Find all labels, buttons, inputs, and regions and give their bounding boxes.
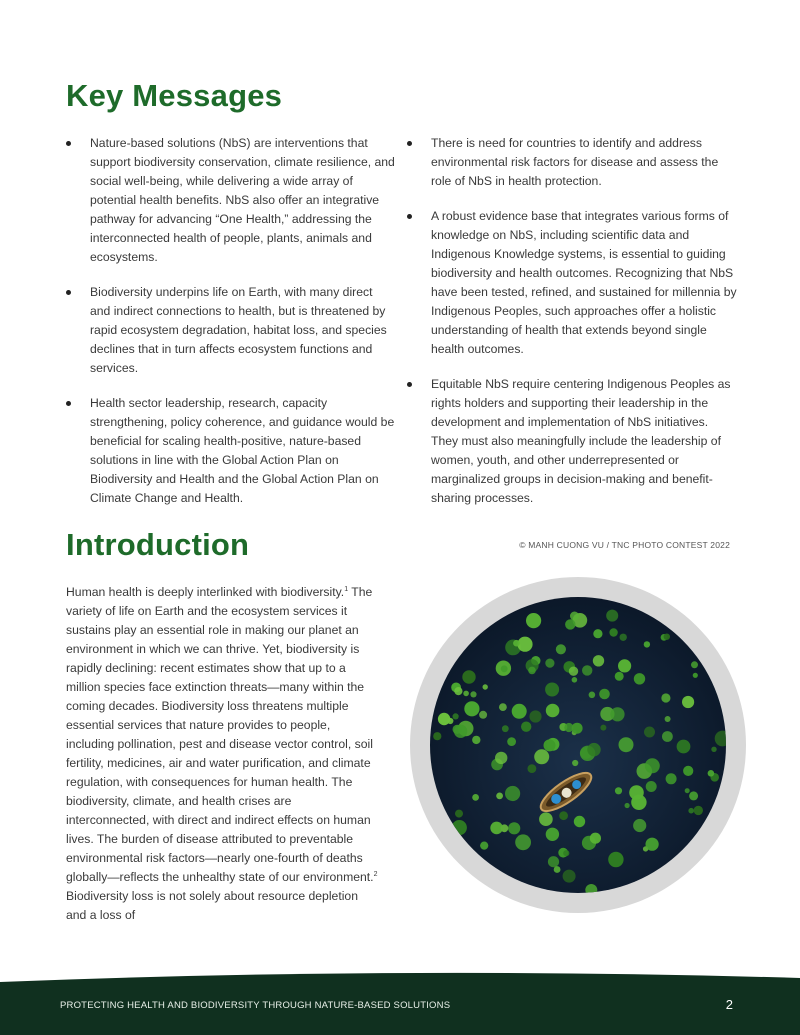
lily-pad [610, 707, 624, 721]
lily-pad [545, 683, 559, 697]
key-message-item [407, 134, 737, 191]
lily-pad [608, 852, 623, 867]
lily-pad [480, 842, 488, 850]
lily-pad [609, 628, 617, 636]
lily-pad [631, 795, 646, 810]
lily-pad [593, 655, 604, 666]
lily-pad [513, 640, 520, 647]
lily-pad [454, 687, 462, 695]
lily-pad [546, 704, 560, 718]
lily-pad [554, 866, 561, 873]
lily-pad [515, 834, 531, 850]
key-message-text: Equitable NbS require centering Indigenous Peoples as rights holders and supporting their leadership in the development and implementation of NbS initiatives. They must also meaningfully include the leadership of women, youth, and other underrepresented or marginalized groups in decision-making and benefit-sharing processes. [431, 377, 731, 505]
lily-pad [544, 739, 556, 751]
lily-pad [479, 711, 487, 719]
key-messages-list-left [66, 134, 396, 508]
lily-pad [625, 803, 630, 808]
introduction-heading: Introduction [66, 527, 250, 562]
lily-pad [645, 758, 660, 773]
lily-pad [633, 819, 646, 832]
lily-pad [545, 659, 554, 668]
bullet-dot-icon [407, 214, 412, 219]
footer-title: PROTECTING HEALTH AND BIODIVERSITY THROUGH NATURE-BASED SOLUTIONS [60, 1000, 451, 1011]
lily-pad [517, 637, 532, 652]
bullet-dot-icon [66, 141, 71, 146]
key-message-text: Nature-based solutions (NbS) are interventions that support biodiversity conservation, climate resilience, and social well-being, while delivering a wide array of potential health benefits. NbS also offer an integrative pathway for advancing “One Health,” addressing the interconnected health of people, plants, animals and ecosystems. [90, 136, 395, 264]
lily-pad [677, 740, 691, 754]
key-messages-heading: Key Messages [66, 78, 283, 113]
bullet-dot-icon [407, 141, 412, 146]
lily-pad [691, 661, 698, 668]
page-number: 2 [725, 997, 733, 1012]
lily-pad [505, 786, 520, 801]
key-message-item [66, 134, 396, 267]
intro-text-part: Human health is deeply interlinked with biodiversity. [66, 585, 345, 599]
lily-pad [644, 727, 655, 738]
footer-bar [0, 960, 800, 1035]
lily-pad [563, 870, 576, 883]
lily-pad [563, 850, 569, 856]
footnote-ref-2[interactable]: 2 [373, 870, 378, 878]
lily-pad [495, 752, 507, 764]
key-messages-right-column [407, 134, 737, 524]
lily-pad [600, 725, 606, 731]
lily-pad [499, 703, 507, 711]
lily-pad [507, 737, 516, 746]
lily-pad [526, 613, 541, 628]
lily-pad [447, 718, 453, 724]
lily-pad [472, 736, 480, 744]
lily-pad [539, 812, 553, 826]
lily-pad [433, 732, 441, 740]
lily-pad [664, 634, 670, 640]
lily-pad [512, 704, 527, 719]
lily-pad [682, 696, 694, 708]
lily-pad [472, 794, 479, 801]
lily-pad [508, 822, 520, 834]
lily-pad [618, 659, 631, 672]
lily-pad [711, 747, 716, 752]
lily-pad [501, 665, 508, 672]
lily-pad [569, 667, 578, 676]
bullet-dot-icon [66, 401, 71, 406]
lily-pad [528, 764, 537, 773]
lily-pad [688, 808, 694, 814]
lily-pad [599, 689, 610, 700]
lily-pad [496, 793, 503, 800]
lily-pad [582, 665, 592, 675]
lily-pad [590, 833, 601, 844]
lily-pad [529, 710, 541, 722]
lily-pad [615, 672, 624, 681]
lily-pad [464, 701, 479, 716]
bullet-dot-icon [66, 290, 71, 295]
lily-pad [689, 791, 698, 800]
key-message-text: A robust evidence base that integrates various forms of knowledge on NbS, including scientific data and Indigenous Knowledge systems, is essential to guiding biodiversity and health outcomes. Recognizing that NbS have been tested, refined, and sustained for millennia by Indigenous Peoples, such approaches offer a holistic understanding of health that extends beyond single health outcomes. [431, 209, 737, 356]
lily-pad [546, 828, 559, 841]
lily-pad [528, 667, 536, 675]
lily-pad [565, 619, 575, 629]
lily-pad [463, 691, 469, 697]
introduction-paragraph [66, 583, 378, 925]
lily-pad [470, 691, 476, 697]
lily-pad [574, 816, 585, 827]
lily-pad [455, 810, 463, 818]
lily-pad [619, 737, 634, 752]
lily-pad [534, 749, 549, 764]
lily-pad [620, 634, 627, 641]
lily-pad [559, 811, 568, 820]
key-messages-left-column [66, 134, 396, 524]
lily-pad [593, 629, 602, 638]
bullet-dot-icon [407, 382, 412, 387]
lily-pad [661, 693, 670, 702]
key-message-text: Health sector leadership, research, capacity strengthening, policy coherence, and guidance would be beneficial for scaling health-positive, nature-based solutions in line with the Global Action Plan on Biodiversity and Health and the Global Action Plan on Climate Change and Health. [90, 396, 395, 505]
key-message-text: Biodiversity underpins life on Earth, with many direct and indirect connections to health, but is threatened by rapid ecosystem degradation, habitat loss, and species declines that in turn affects ecosystem functions and services. [90, 285, 387, 375]
lily-pad [548, 856, 559, 867]
lily-pad [453, 713, 459, 719]
lily-pad [666, 773, 677, 784]
lily-pad [693, 673, 698, 678]
lily-pad [615, 787, 622, 794]
lily-pad [589, 692, 596, 699]
lily-pad [634, 673, 645, 684]
intro-text-part: The variety of life on Earth and the ecosystem services it sustains play an essential role in making our planet an environment in which we can thrive. Yet, biodiversity is rapidly declining: recent estimates show that up to a million species face extinction threats—many within the coming decades. Biodiversity loss threatens multiple essential services that nature provides to people, including pollination, pest and disease vector control, soil fertility, medicines, air and water purification, and climate regulation, with consequences for human health. The biodiversity, climate, and health crises are interconnected, with direct and indirect effects on human lives. The burden of disease attributed to preventable environmental risk factors—nearly one-fourth of deaths globally—reflects the unhealthy state of our environment. [66, 585, 374, 884]
lily-pad [662, 731, 673, 742]
lily-pad [556, 644, 566, 654]
key-message-item [407, 375, 737, 508]
lily-pad [665, 716, 671, 722]
lily-pad [587, 743, 600, 756]
key-message-text: There is need for countries to identify and address environmental risk factors for disease and assess the role of NbS in health protection. [431, 136, 719, 188]
lily-pad [483, 684, 488, 689]
lily-pad [683, 766, 693, 776]
key-message-item [66, 283, 396, 378]
lily-pad [572, 677, 578, 683]
lily-pad [564, 723, 573, 732]
lily-pad [646, 781, 657, 792]
key-message-item [407, 207, 737, 359]
key-messages-list-right [407, 134, 737, 508]
circular-aerial-photo [410, 577, 746, 913]
photo-credit: © MANH CUONG VU / TNC PHOTO CONTEST 2022 [519, 540, 730, 550]
lily-pad [453, 725, 462, 734]
lily-pad [502, 725, 509, 732]
lily-pad [606, 610, 618, 622]
lily-pad [685, 788, 690, 793]
lily-pad [572, 760, 578, 766]
lily-pad [570, 612, 579, 621]
footnote-ref-1[interactable]: 1 [344, 585, 349, 593]
lily-pad [694, 806, 703, 815]
lily-pad [490, 822, 503, 835]
lily-pad [644, 641, 650, 647]
key-message-item [66, 394, 396, 508]
lily-pad [646, 838, 659, 851]
intro-text-part: Biodiversity loss is not solely about resource depletion and a loss of [66, 889, 358, 922]
lily-pad [521, 722, 531, 732]
lily-pad [708, 770, 715, 777]
lily-pad [462, 670, 475, 683]
